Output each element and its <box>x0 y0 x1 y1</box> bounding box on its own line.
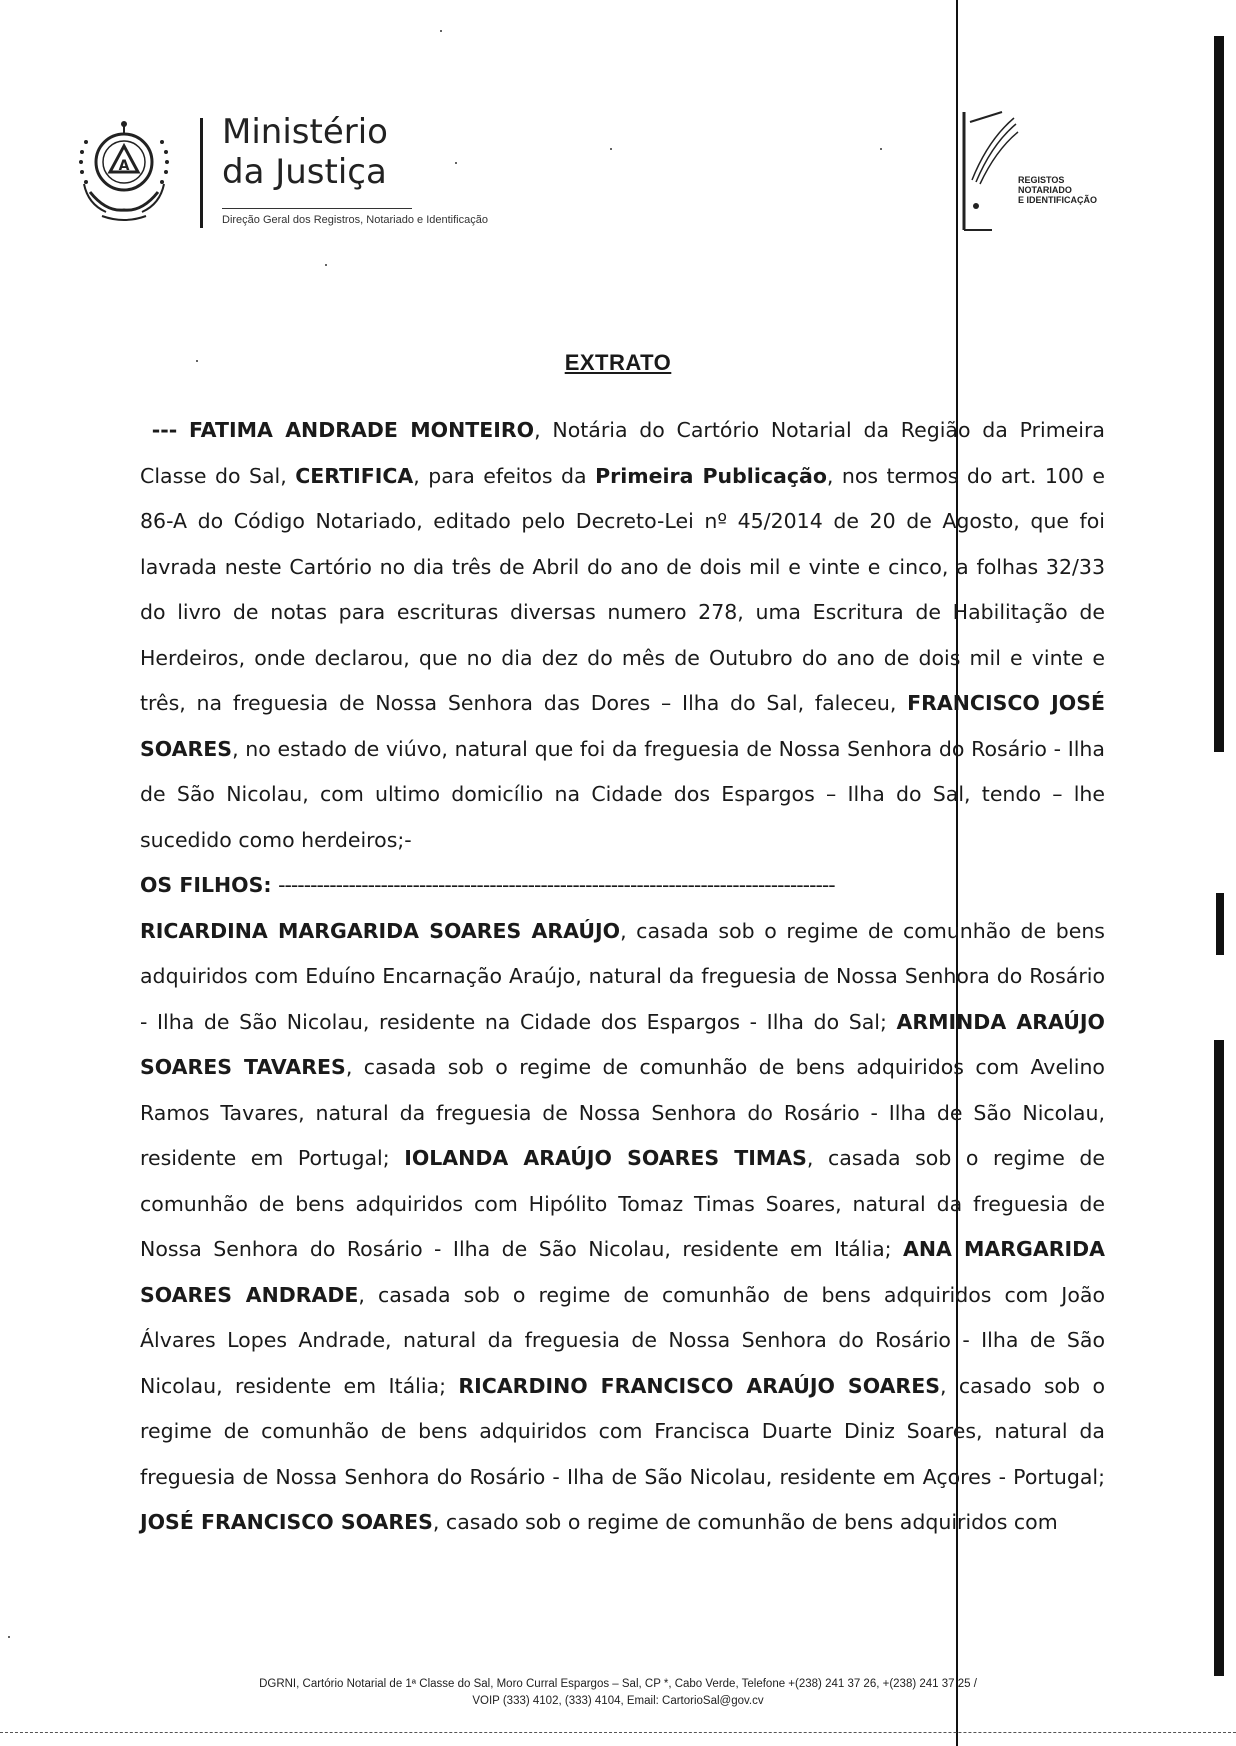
notary-name: FATIMA ANDRADE MONTEIRO <box>189 418 535 442</box>
registos-label <box>1018 175 1097 205</box>
heir-details: , casado sob o regime de comunhão de bens adquiridos com <box>432 1510 1058 1534</box>
heir-name: RICARDINO FRANCISCO ARAÚJO SOARES <box>458 1373 940 1398</box>
scan-edge-bar <box>1216 893 1224 955</box>
ministry-subtitle: Direção Geral dos Registros, Notariado e Identificação <box>222 214 488 226</box>
heir-details: , casado sob o regime de comunhão de bens adquiridos com Francisca Duarte Diniz Soares, natural da freguesia de Nossa Senhora do Rosário - Ilha de São Nicolau, residente em Açores - Portugal; <box>140 1373 1105 1489</box>
scan-speck <box>880 148 882 150</box>
svg-text:A: A <box>118 158 130 174</box>
registos-logo-icon <box>962 110 1022 232</box>
paragraph-text: , Notária do Cartório Notarial da Região da Primeira Classe do Sal, <box>140 418 1105 488</box>
heirs-label: OS FILHOS: <box>140 873 272 897</box>
heirs-heading <box>140 863 1105 909</box>
scan-speck <box>440 30 442 32</box>
publication-label: Primeira Publicação <box>595 463 827 488</box>
footer-contact: VOIP (333) 4102, (333) 4104, Email: CartorioSal@gov.cv <box>472 1695 764 1707</box>
heir-details: , casada sob o regime de comunhão de bens adquiridos com Eduíno Encarnação Araújo, natural da freguesia de Nossa Senhora do Rosário - Ilha de São Nicolau, residente na Cidade dos Espargos - Ilha do Sal; <box>140 918 1105 1034</box>
document-title: EXTRATO <box>564 350 672 375</box>
dash-prefix: --- <box>151 418 178 442</box>
scan-edge-bar <box>1214 1040 1224 1676</box>
footer-address: DGRNI, Cartório Notarial de 1ª Classe do Sal, Moro Curral Espargos – Sal, CP *, Cabo Verde, Telefone +(238) 241 37 26, +(238) 241 37 25 / <box>259 1678 977 1690</box>
scan-speck <box>455 162 457 164</box>
document-body <box>140 408 1105 1546</box>
footer-divider <box>0 1732 1236 1734</box>
coat-of-arms-icon <box>66 112 182 228</box>
scan-speck <box>8 1636 10 1638</box>
heir-details: , casada sob o regime de comunhão de bens adquiridos com Avelino Ramos Tavares, natural da freguesia de Nossa Senhora do Rosário - Ilha de São Nicolau, residente em Portugal; <box>140 1055 1105 1170</box>
heirs-paragraph <box>140 909 1105 1546</box>
heir-details: , casada sob o regime de comunhão de bens adquiridos com Hipólito Tomaz Timas Soares, natural da freguesia de Nossa Senhora do Rosário - Ilha de São Nicolau, residente em Itália; <box>140 1146 1105 1261</box>
scan-speck <box>325 264 327 266</box>
ministry-title <box>222 112 388 192</box>
scan-speck <box>196 360 198 362</box>
ministry-underline <box>222 208 412 209</box>
heirs-dashes: --------------------------------------------------------------------------------------- <box>278 873 835 897</box>
heir-name: ARMINDA ARAÚJO SOARES TAVARES <box>140 1009 1105 1079</box>
registos-line3: E IDENTIFICAÇÃO <box>1018 195 1098 205</box>
ministry-title-line1: Ministério <box>222 112 388 152</box>
paragraph-text: , nos termos do art. 100 e 86-A do Código Notariado, editado pelo Decreto-Lei nº 45/2014 de 20 de Agosto, que foi lavrada neste Cartório no dia três de Abril do ano de dois mil e vinte e cinco, a folhas 32/33 do livro de notas para escrituras diversas numero 278, uma Escritura de Habilitação de Herdeiros, onde declarou, que no dia dez do mês de Outubro do ano de dois mil e vinte e três, na freguesia de Nossa Senhora das Dores – Ilha do Sal, faleceu, <box>140 463 1105 715</box>
heir-name: ANA MARGARIDA SOARES ANDRADE <box>140 1237 1106 1307</box>
registos-line1: REGISTOS <box>1018 175 1065 185</box>
heir-name: JOSÉ FRANCISCO SOARES <box>140 1510 433 1534</box>
certificate-paragraph <box>140 408 1105 863</box>
page-footer <box>0 1676 1236 1710</box>
paragraph-text: , para efeitos da <box>413 463 596 488</box>
heir-name: RICARDINA MARGARIDA SOARES ARAÚJO <box>140 918 621 943</box>
heir-details: , casada sob o regime de comunhão de bens adquiridos com João Álvares Lopes Andrade, natural da freguesia de Nossa Senhora do Rosário - Ilha de São Nicolau, residente em Itália; <box>140 1282 1105 1398</box>
scan-edge-bar <box>1214 36 1224 752</box>
scan-speck <box>610 148 612 150</box>
ministry-title-line2: da Justiça <box>222 152 387 192</box>
deceased-name: FRANCISCO JOSÉ SOARES <box>140 691 1105 761</box>
registos-line2: NOTARIADO <box>1018 185 1072 195</box>
heir-name: IOLANDA ARAÚJO SOARES TIMAS <box>404 1146 807 1170</box>
header-divider <box>200 118 203 228</box>
paragraph-text: , no estado de viúvo, natural que foi da freguesia de Nossa Senhora do Rosário - Ilha de São Nicolau, com ultimo domicílio na Cidade dos Espargos – Ilha do Sal, tendo – lhe sucedido como herdeiros;- <box>140 736 1105 852</box>
certifica-label: CERTIFICA <box>295 463 414 488</box>
